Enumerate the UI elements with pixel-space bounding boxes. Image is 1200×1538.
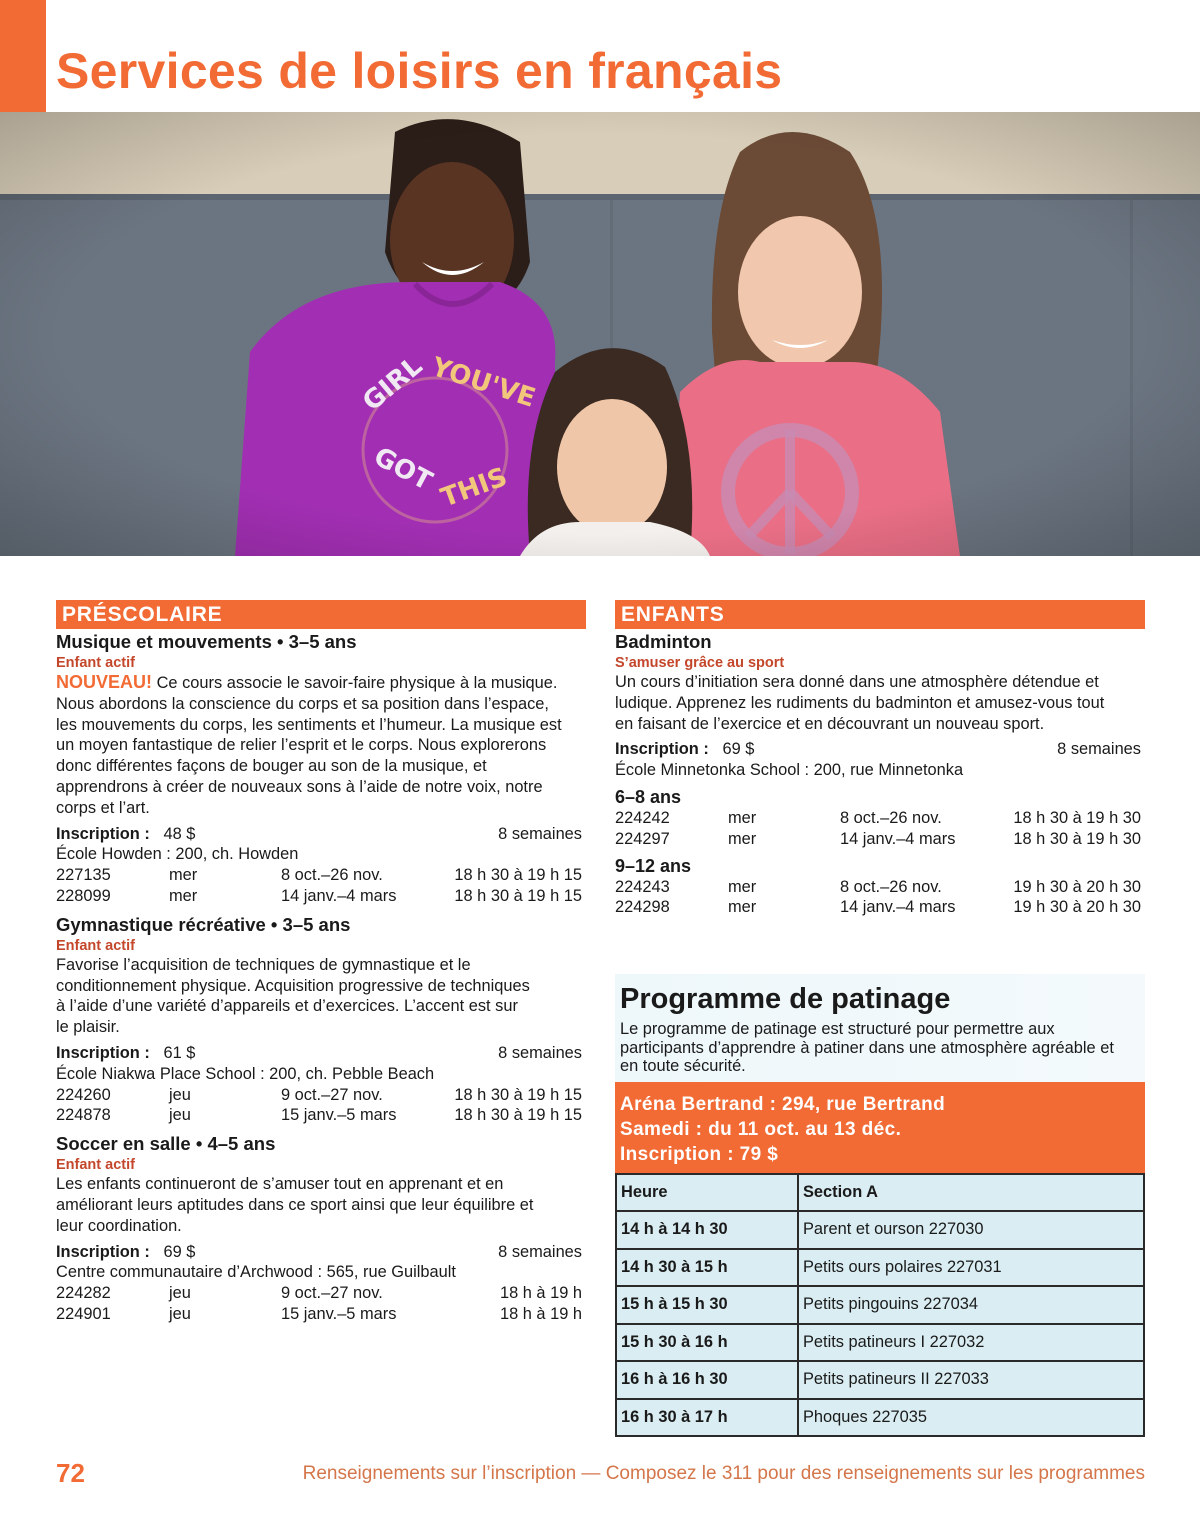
section-header-prescolaire: PRÉSCOLAIRE: [56, 600, 586, 629]
location: Centre communautaire d’Archwood : 565, rue Guilbault: [56, 1263, 456, 1282]
table-row: [616, 1361, 1144, 1399]
schedule-row: [56, 1304, 586, 1325]
age-group-heading: 9–12 ans: [615, 855, 692, 876]
course-code: 224242: [615, 808, 670, 827]
duration: 8 semaines: [1057, 740, 1141, 759]
location: École Niakwa Place School : 200, ch. Pebble Beach: [56, 1064, 435, 1083]
skating-title: Programme de patinage: [620, 983, 951, 1015]
description-line: Les enfants continueront de s’amuser tout en apprenant et en: [56, 1175, 504, 1194]
hero-photo: [0, 112, 1200, 556]
header-accent-tab: [0, 0, 46, 112]
duration: 8 semaines: [498, 1242, 582, 1261]
schedule-row: [615, 829, 1145, 850]
description-line: améliorant leurs aptitudes dans ce sport ainsi que leur équilibre et: [56, 1195, 534, 1214]
preschool-column: [56, 600, 586, 1325]
day: mer: [728, 829, 757, 848]
section-header-enfants: ENFANTS: [615, 600, 1145, 629]
arena-info-bar: [615, 1082, 1145, 1173]
dates: 8 oct.–26 nov.: [281, 866, 383, 885]
day: jeu: [169, 1085, 191, 1104]
class-cell: Petits patineurs II 227033: [798, 1361, 1144, 1399]
description-line: Favorise l’acquisition de techniques de gymnastique et le: [56, 955, 471, 974]
description-line: donc différentes façons de bouger au son de la musique, et: [56, 757, 487, 776]
duration: 8 semaines: [498, 1043, 582, 1062]
class-cell: Petits ours polaires 227031: [798, 1249, 1144, 1287]
activity-description: NOUVEAU! Ce cours associe le savoir-faire physique à la musique.: [56, 672, 558, 692]
time: 18 h 30 à 19 h 30: [1013, 808, 1141, 827]
price: 48 $: [163, 824, 196, 843]
registration-label: Inscription :: [615, 740, 709, 759]
dates: 15 janv.–5 mars: [281, 1304, 397, 1323]
day: mer: [728, 877, 757, 896]
dates: 9 oct.–27 nov.: [281, 1085, 383, 1104]
skating-program-box: [615, 974, 1145, 1082]
time-cell: 15 h à 15 h 30: [616, 1286, 798, 1324]
description-line: les mouvements du corps, les sentiments et l’humeur. La musique est: [56, 715, 562, 734]
hero-photo-illustration: [0, 112, 1200, 556]
time-cell: 16 h 30 à 17 h: [616, 1399, 798, 1437]
dates: 15 janv.–5 mars: [281, 1106, 397, 1125]
dates: 8 oct.–26 nov.: [840, 877, 942, 896]
course-code: 224297: [615, 829, 670, 848]
description-line: ludique. Apprenez les rudiments du badminton et amusez-vous tout: [615, 693, 1105, 712]
skating-description-line: Le programme de patinage est structuré pour permettre aux: [620, 1020, 1055, 1038]
course-code: 224878: [56, 1106, 111, 1125]
registration-label: Inscription :: [56, 1242, 150, 1261]
page-title: Services de loisirs en français: [56, 43, 783, 99]
skating-description-line: participants d’apprendre à patiner dans une atmosphère agréable et: [620, 1038, 1114, 1057]
day: mer: [169, 866, 198, 885]
header-cell-time: Heure: [616, 1174, 798, 1211]
activity-title-gymnastique: Gymnastique récréative • 3–5 ans: [56, 913, 351, 935]
class-cell: Petits pingouins 227034: [798, 1286, 1144, 1324]
activity-subtitle: Enfant actif: [56, 1157, 135, 1174]
time: 18 h 30 à 19 h 15: [454, 1085, 582, 1104]
time: 18 h à 19 h: [499, 1304, 582, 1323]
schedule-row: [56, 1283, 586, 1304]
location: École Howden : 200, ch. Howden: [56, 845, 299, 864]
description-line: en faisant de l’exercice et en découvrant un nouveau sport.: [615, 714, 1045, 733]
dates: 8 oct.–26 nov.: [840, 808, 942, 827]
schedule-row: [615, 808, 1145, 829]
time: 19 h 30 à 20 h 30: [1013, 898, 1141, 917]
class-cell: Parent et ourson 227030: [798, 1211, 1144, 1249]
arena-price: Inscription : 79 $: [620, 1144, 779, 1165]
schedule-row: [56, 865, 586, 886]
dates: 14 janv.–4 mars: [840, 829, 956, 848]
activity-title-soccer: Soccer en salle • 4–5 ans: [56, 1133, 276, 1155]
skating-description-line: en toute sécurité.: [620, 1057, 746, 1075]
age-group-heading: 6–8 ans: [615, 786, 682, 807]
table-row: [616, 1249, 1144, 1287]
description-line: leur coordination.: [56, 1216, 182, 1235]
dates: 14 janv.–4 mars: [281, 886, 397, 905]
course-code: 224243: [615, 877, 670, 896]
table-row: [616, 1324, 1144, 1362]
children-column: [615, 600, 1145, 918]
activity-subtitle: Enfant actif: [56, 655, 135, 671]
price: 69 $: [722, 740, 755, 759]
time-cell: 14 h à 14 h 30: [616, 1211, 798, 1249]
day: mer: [728, 898, 757, 917]
day: jeu: [169, 1284, 191, 1303]
description-line: conditionnement physique. Acquisition progressive de techniques: [56, 976, 530, 995]
time: 18 h 30 à 19 h 15: [454, 866, 582, 885]
table-header-row: [616, 1174, 1144, 1211]
new-badge: NOUVEAU!: [56, 672, 153, 692]
time: 19 h 30 à 20 h 30: [1013, 877, 1141, 896]
registration-line: [56, 824, 586, 845]
table-row: [616, 1286, 1144, 1324]
description-line: le plaisir.: [56, 1018, 120, 1037]
time: 18 h 30 à 19 h 15: [454, 1106, 582, 1125]
dates: 9 oct.–27 nov.: [281, 1284, 383, 1303]
time: 18 h 30 à 19 h 30: [1013, 829, 1141, 848]
description-line: apprendrons à créer de nouveaux sons à l’aide de notre voix, notre: [56, 777, 543, 796]
day: jeu: [169, 1106, 191, 1125]
class-cell: Petits patineurs I 227032: [798, 1324, 1144, 1362]
time: 18 h à 19 h: [499, 1284, 582, 1303]
header-cell-section: Section A: [798, 1174, 1144, 1211]
description-line: corps et l’art.: [56, 798, 150, 817]
arena-address: Aréna Bertrand : 294, rue Bertrand: [620, 1094, 946, 1115]
course-code: 228099: [56, 886, 111, 905]
day: jeu: [169, 1304, 191, 1323]
schedule-row: [615, 897, 1145, 918]
day: mer: [728, 808, 757, 827]
dates: 14 janv.–4 mars: [840, 898, 956, 917]
description-line: à l’aide d’une variété d’appareils et d’exercices. L’accent est sur: [56, 997, 518, 1016]
registration-label: Inscription :: [56, 1043, 150, 1062]
course-code: 227135: [56, 866, 111, 885]
course-code: 224901: [56, 1304, 111, 1323]
course-code: 224260: [56, 1085, 111, 1104]
description-line: Un cours d’initiation sera donné dans une atmosphère détendue et: [615, 673, 1099, 691]
description-line: Nous abordons la conscience du corps et sa position dans l’espace,: [56, 694, 549, 713]
registration-line: [615, 739, 1145, 760]
registration-line: [56, 1043, 586, 1064]
duration: 8 semaines: [498, 824, 582, 843]
registration-label: Inscription :: [56, 824, 150, 843]
price: 69 $: [163, 1242, 196, 1261]
activity-subtitle: Enfant actif: [56, 937, 135, 954]
schedule-row: [56, 1105, 586, 1126]
activity-title-badminton: Badminton: [615, 631, 712, 652]
class-cell: Phoques 227035: [798, 1399, 1144, 1437]
description-line: un moyen fantastique de relier l’esprit et le corps. Nous explorerons: [56, 736, 547, 755]
location: École Minnetonka School : 200, rue Minnetonka: [615, 761, 964, 780]
time-cell: 14 h 30 à 15 h: [616, 1249, 798, 1287]
course-code: 224298: [615, 898, 670, 917]
activity-subtitle: S’amuser grâce au sport: [615, 655, 785, 671]
day: mer: [169, 886, 198, 905]
time: 18 h 30 à 19 h 15: [454, 886, 582, 905]
time-cell: 15 h 30 à 16 h: [616, 1324, 798, 1362]
skating-schedule-table: [615, 1173, 1145, 1437]
schedule-row: [615, 877, 1145, 898]
table-row: [616, 1211, 1144, 1249]
arena-dates: Samedi : du 11 oct. au 13 déc.: [620, 1119, 902, 1140]
time-cell: 16 h à 16 h 30: [616, 1361, 798, 1399]
price: 61 $: [163, 1043, 196, 1062]
schedule-row: [56, 886, 586, 907]
registration-line: [56, 1242, 586, 1263]
page-number: 72: [56, 1458, 85, 1488]
table-row: [616, 1399, 1144, 1437]
activity-title-musique: Musique et mouvements • 3–5 ans: [56, 631, 357, 652]
schedule-row: [56, 1085, 586, 1106]
course-code: 224282: [56, 1284, 111, 1303]
footer-text: Renseignements sur l’inscription — Composez le 311 pour des renseignements sur les programmes: [302, 1463, 1145, 1484]
